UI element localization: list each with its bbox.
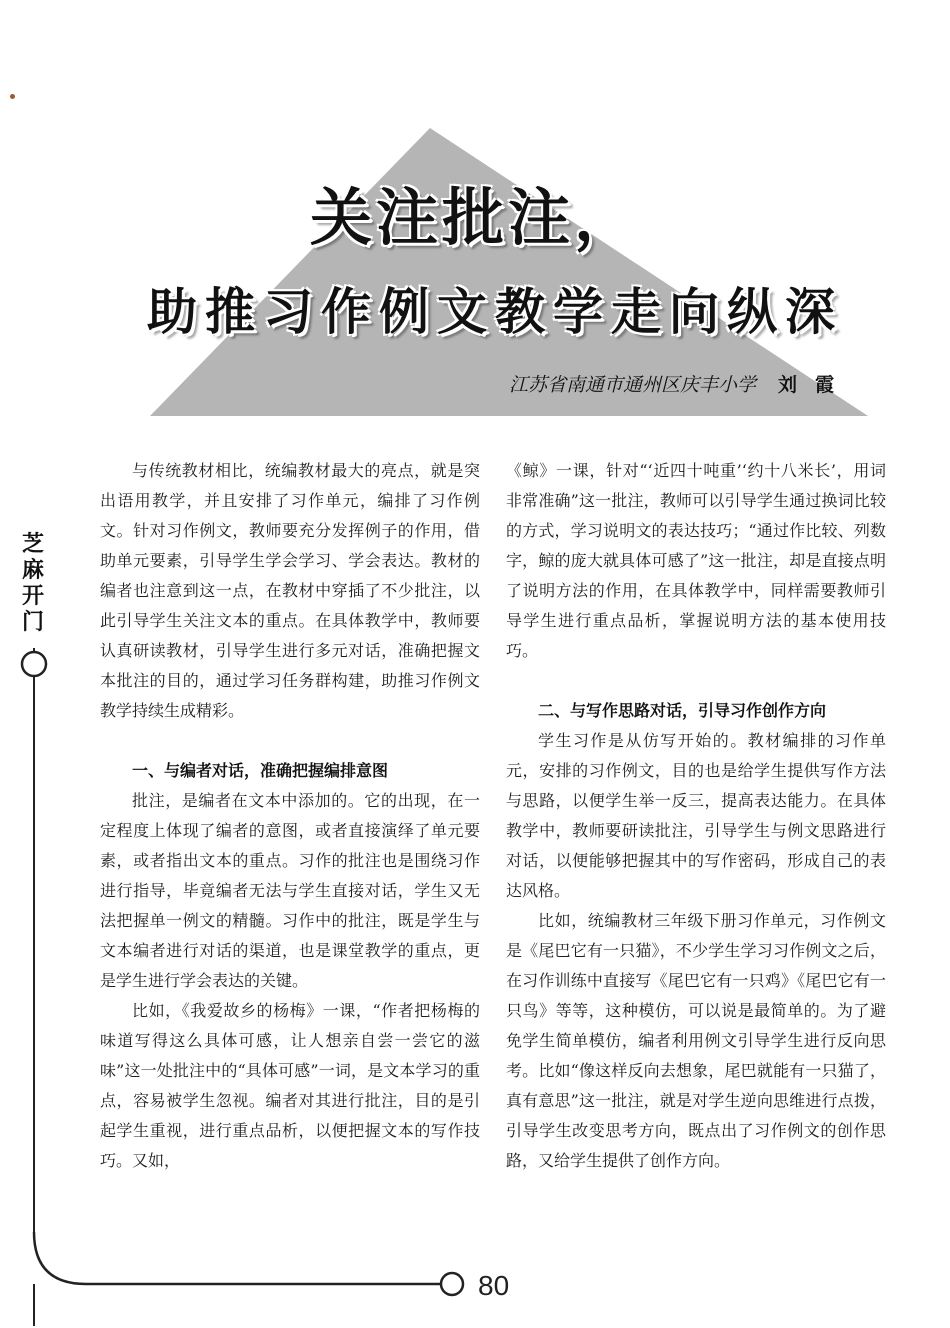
byline [509,370,852,397]
section-heading-2: 二、与写作思路对话，引导习作创作方向 [538,701,827,720]
section-heading-1: 一、与编者对话，准确把握编排意图 [132,761,389,780]
right-column [506,456,886,1176]
paragraph: 学生习作是从仿写开始的。教材编排的习作单元，安排的习作例文，目的也是给学生提供写作方法与思路，以便学生举一反三，提高表达能力。在具体教学中，教师要研读批注，引导学生与例文思路进行对话，以便能够把握其中的写作密码，形成自己的表达风格。 [506,731,886,900]
bottom-rule [34,1232,440,1284]
side-circle-icon [22,652,46,676]
page-number: 80 [478,1270,510,1301]
left-column [100,456,480,1176]
byline-author: 刘霞 [777,374,852,396]
paragraph: 批注，是编者在文本中添加的。它的出现，在一定程度上体现了编者的意图，或者直接演绎了单元要素，或者指出文本的重点。习作的批注也是围绕习作进行指导，毕竟编者无法与学生直接对话，学生又无法把握单一例文的精髓。习作中的批注，既是学生与文本编者进行对话的渠道，也是课堂教学的重点，更是学生进行学会表达的关键。 [100,791,480,990]
title-line-2: 助推习作例文教学走向纵深 [147,283,843,341]
title-line-1: 关注批注， [309,181,640,254]
paragraph-continued: 《鲸》一课，针对“‘近四十吨重’‘约十八米长’，用词非常准确”这一批注，教师可以引导学生通过换词比较的方式，学习说明文的表达技巧；“通过作比较、列数字，鲸的庞大就具体可感了”这一批注，却是直接点明了说明方法的作用，在具体教学中，同样需要教师引导学生进行重点品析，掌握说明方法的基本使用技巧。 [506,461,886,660]
paragraph: 比如，《我爱故乡的杨梅》一课，“作者把杨梅的味道写得这么具体可感，让人想亲自尝一尝它的滋味”这一处批注中的“具体可感”一词，是文本学习的重点，容易被学生忽视。编者对其进行批注，目的是引起学生重视，进行重点品析，以便把握文本的写作技巧。又如， [100,1001,480,1170]
intro-paragraph: 与传统教材相比，统编教材最大的亮点，就是突出语用教学，并且安排了习作单元，编排了习作例文。针对习作例文，教师要充分发挥例子的作用，借助单元要素，引导学生学会学习、学会表达。教材的编者也注意到这一点，在教材中穿插了不少批注，以此引导学生关注文本的重点。在具体教学中，教师要认真研读教材，引导学生进行多元对话，准确把握文本批注的目的，通过学习任务群构建，助推习作例文教学持续生成精彩。 [100,461,480,720]
section-label: 芝麻开门 [21,532,44,635]
paragraph: 比如，统编教材三年级下册习作单元，习作例文是《尾巴它有一只猫》，不少学生学习习作例文之后，在习作训练中直接写《尾巴它有一只鸡》《尾巴它有一只鸟》等等，这种模仿，可以说是最简单的。为了避免学生简单模仿，编者利用例文引导学生进行反向思考。比如“像这样反向去想象，尾巴就能有一只猫了，真有意思”这一批注，就是对学生逆向思维进行点拨，引导学生改变思考方向，既点出了习作例文的创作思路，又给学生提供了创作方向。 [506,911,886,1170]
byline-affiliation: 江苏省南通市通州区庆丰小学 [508,374,756,396]
page-circle-icon [441,1273,463,1295]
